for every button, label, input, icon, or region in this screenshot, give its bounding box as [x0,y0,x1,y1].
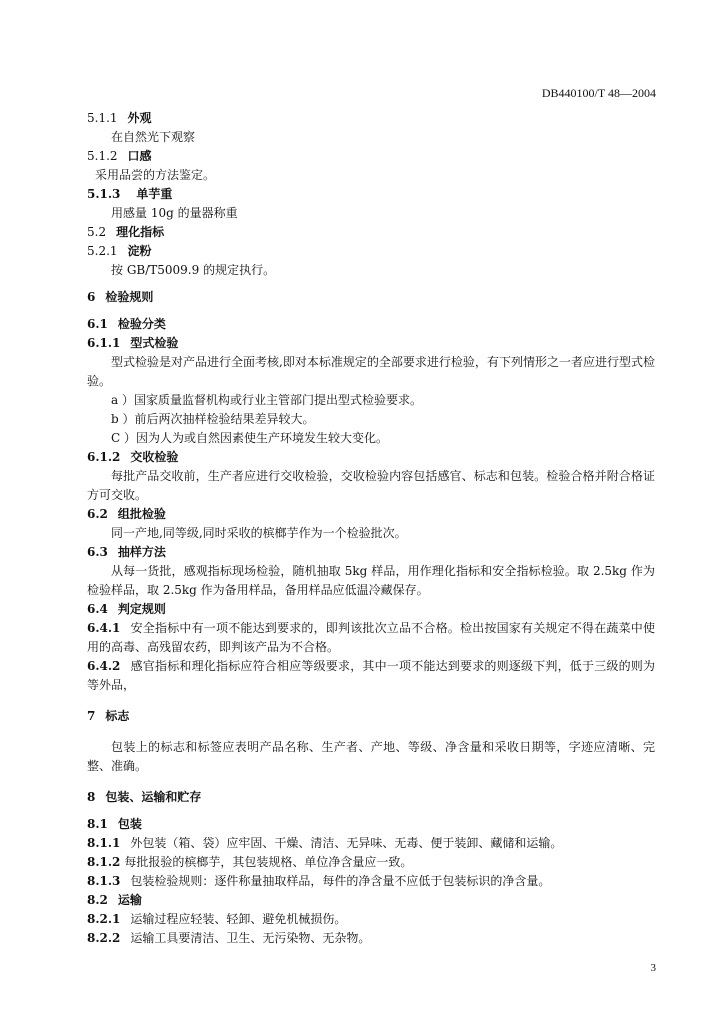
clause-5-1-1-heading [87,109,655,128]
clause-number: 8.2.2 [87,931,121,945]
clause-8-2-1 [87,910,655,929]
clause-8-2-heading [87,891,655,910]
clause-text: 运输工具要清洁、卫生、无污染物、无杂物。 [130,931,371,945]
clause-text: 每批报验的槟榔芋，其包装规格、单位净含量应一致。 [124,855,413,869]
list-item: b ）前后两次抽样检验结果差异较大。 [111,412,315,426]
clause-title: 外观 [127,111,152,125]
clause-number: 5.1.1 [87,111,118,125]
clause-number: 5.2 [87,225,107,239]
clause-5-2-1-heading [87,242,655,261]
clause-6-3-heading [87,543,655,562]
section-title: 标志 [105,709,130,723]
clause-title: 包装 [117,817,142,831]
clause-number: 8.1.3 [87,874,121,888]
section-number: 7 [87,709,96,723]
clause-6-1-heading [87,315,655,334]
clause-8-1-3 [87,872,655,891]
clause-5-1-3-heading [87,185,655,204]
clause-number: 8.2.1 [87,912,121,926]
section-title: 包装、运输和贮存 [105,790,202,804]
clause-number: 6.1.2 [87,450,121,464]
clause-title: 口感 [127,149,152,163]
clause-6-1-2-text: 每批产品交收前，生产者应进行交收检验，交收检验内容包括感官、标志和包装。检验合格并附合格证方可交收。 [87,469,655,502]
clause-number: 6.4 [87,602,108,616]
clause-8-1-1 [87,834,655,853]
document-body [87,109,655,948]
clause-number: 8.1.1 [87,836,121,850]
clause-title: 型式检验 [130,336,179,350]
clause-8-1-2 [87,853,655,872]
clause-number: 6.4.2 [87,659,121,673]
clause-5-1-2-heading [87,147,655,166]
clause-title: 抽样方法 [117,545,166,559]
clause-title: 单芋重 [136,187,173,201]
clause-number: 6.2 [87,507,108,521]
clause-number: 6.1 [87,317,108,331]
clause-number: 8.1.2 [87,855,121,869]
clause-6-2-heading [87,505,655,524]
clause-5-1-1-text: 在自然光下观察 [111,130,196,144]
clause-number: 5.2.1 [87,244,118,258]
section-8-heading [87,788,655,807]
clause-6-3-text: 从每一货批，感观指标现场检验，随机抽取 5kg 样品，用作理化指标和安全指标检验。取 2.5kg 作为检验样品，取 2.5kg 作为备用样品，备用样品应低温冷藏保存。 [87,564,655,597]
clause-text: 外包装（箱、袋）应牢固、干燥、清洁、无异味、无毒、便于装卸、藏储和运输。 [130,836,563,850]
clause-text: 运输过程应轻装、轻卸、避免机械损伤。 [130,912,347,926]
clause-number: 8.1 [87,817,108,831]
clause-number: 6.4.1 [87,621,121,635]
section-7-heading [87,707,655,726]
clause-6-1-1-heading [87,334,655,353]
clause-text: 安全指标中有一项不能达到要求的，即判该批次立品不合格。检出按国家有关规定不得在蔬菜中使用的高毒、高残留农药，即判该产品为不合格。 [87,621,655,654]
clause-number: 8.2 [87,893,108,907]
clause-6-1-1-text: 型式检验是对产品进行全面考核,即对本标准规定的全部要求进行检验，有下列情形之一者应进行型式检验。 [87,355,655,388]
clause-number: 6.3 [87,545,108,559]
clause-title: 淀粉 [127,244,152,258]
section-title: 检验规则 [105,290,154,304]
clause-8-1-heading [87,815,655,834]
clause-6-2-text: 同一产地,同等级,同时采收的槟榔芋作为一个检验批次。 [111,526,407,540]
clause-5-1-3-text: 用感量 10g 的量器称重 [111,206,238,220]
section-number: 6 [87,290,96,304]
clause-5-2-1-text: 按 GB/T5009.9 的规定执行。 [111,263,276,277]
clause-text: 感官指标和理化指标应符合相应等级要求，其中一项不能达到要求的则逐级下判，低于三级的则为等外品， [87,659,655,692]
clause-6-4-2 [87,657,655,695]
clause-5-2-heading [87,223,655,242]
clause-title: 判定规则 [117,602,166,616]
list-item: a ）国家质量监督机构或行业主管部门提出型式检验要求。 [111,393,422,407]
clause-title: 组批检验 [117,507,166,521]
clause-title: 运输 [117,893,142,907]
section-6-heading [87,288,655,307]
clause-5-1-2-text: 采用品尝的方法鉴定。 [95,168,216,182]
document-code: DB440100/T 48—2004 [541,86,656,100]
list-item: C ）因为人为或自然因素使生产环境发生较大变化。 [111,431,388,445]
clause-6-1-2-heading [87,448,655,467]
section-number: 8 [87,790,96,804]
clause-8-2-2 [87,929,655,948]
clause-6-4-heading [87,600,655,619]
clause-number: 5.1.3 [87,187,121,201]
clause-number: 6.1.1 [87,336,121,350]
clause-6-4-1 [87,619,655,657]
section-7-text: 包装上的标志和标签应表明产品名称、生产者、产地、等级、净含量和采收日期等，字迹应清晰、完整、准确。 [87,740,655,773]
clause-title: 理化指标 [116,225,165,239]
clause-title: 交收检验 [130,450,179,464]
clause-title: 检验分类 [117,317,166,331]
page-number: 3 [650,962,656,974]
clause-text: 包装检验规则：逐件称量抽取样品，每件的净含量不应低于包装标识的净含量。 [130,874,551,888]
clause-number: 5.1.2 [87,149,118,163]
